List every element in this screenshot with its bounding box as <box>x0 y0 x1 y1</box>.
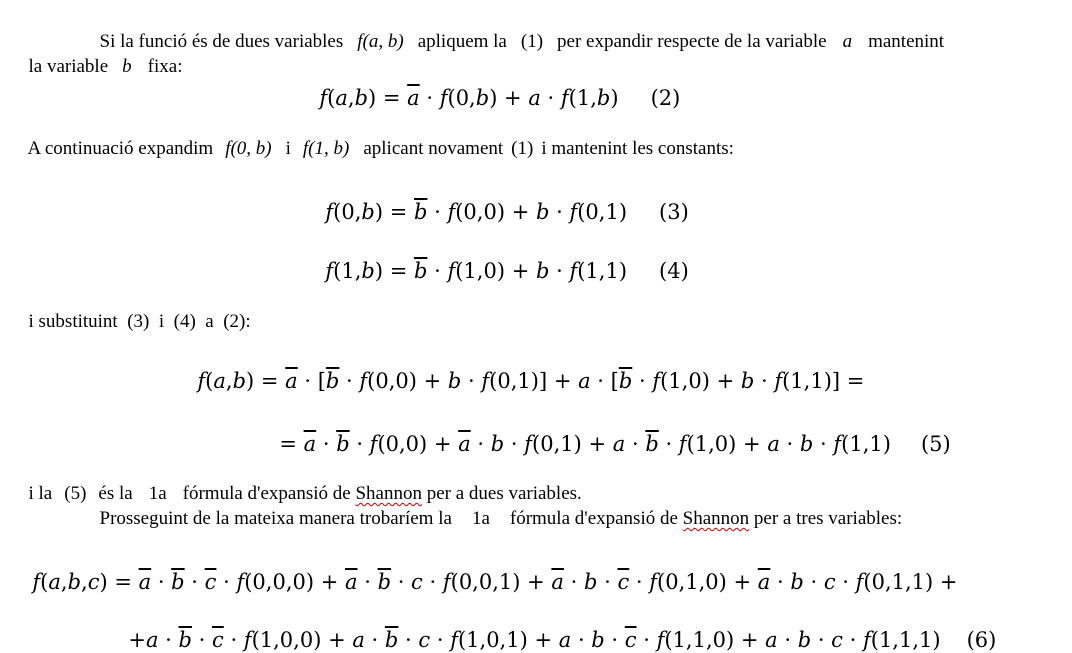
equation-3: $f(0,b) = \overline{b} \cdot f(0,0) + b \cdot f(0,1)$ (3) <box>325 200 689 224</box>
equation-number: (2) <box>650 86 681 110</box>
function-f1b: f(1, b) <box>302 138 350 159</box>
paragraph-expand <box>19 116 734 160</box>
shannon-word: Shannon <box>682 508 750 529</box>
ordinal-1a: 1a <box>471 508 490 529</box>
text-segment: és la <box>98 483 133 504</box>
text-segment: Si la funció és de dues variables <box>99 31 344 52</box>
equation-number: (3) <box>659 200 689 224</box>
text-segment: per a dues variables. <box>426 483 582 504</box>
text-segment: i substituint (3) i (4) a (2): <box>28 311 251 332</box>
text-segment: fórmula d'expansió de <box>182 483 351 504</box>
text-segment: apliquem la <box>417 31 507 52</box>
equation-2: $f(a,b) = \overline{a} \cdot f(0,b) + a \cdot f(1,b)$ (2) <box>319 86 681 110</box>
shannon-word: Shannon <box>355 483 422 504</box>
text-segment: fórmula d'expansió de <box>509 508 678 529</box>
text-segment: la variable <box>28 56 109 77</box>
equation-number: (5) <box>920 432 951 456</box>
text-segment: per a tres variables: <box>753 508 903 529</box>
ref-eq1: (1) <box>511 138 534 159</box>
text-segment: aplicant novament <box>363 138 504 159</box>
function-fab: f(a, b) <box>357 31 404 52</box>
text-segment: mantenint <box>868 31 945 52</box>
paragraph-intro-line1 <box>90 9 944 53</box>
ordinal-1a: 1a <box>148 483 167 504</box>
paragraph-shannon-3var <box>90 486 902 530</box>
ref-eq5: (5) <box>64 483 87 504</box>
equation-5-line2: = $\overline{a} \cdot \overline{b} \cdot f(0,0) + \overline{a} \cdot b \cdot f(0,1) + a \cdot \overline{b} \cdot f(1,0) + a \cdot b \cdot f(1,1)$ (5) <box>279 432 951 456</box>
ref-eq1: (1) <box>520 31 544 52</box>
text-segment: fixa: <box>147 56 183 77</box>
text-segment: i mantenint les constants: <box>541 138 734 159</box>
text-segment: A continuació expandim <box>27 138 214 159</box>
text-segment: i la <box>28 483 53 504</box>
equation-number: (4) <box>659 259 689 283</box>
equation-6-line1: $f(a,b,c) = \overline{a} \cdot \overline{b} \cdot \overline{c} \cdot f(0,0,0) + \overline{a} \cdot \overline{b} \cdot c \cdot f(0,0,1) + \overline{a} \cdot b \cdot \overline{c} \cdot f(0,1,0) + \overline{a} \cdot b \cdot c \cdot f(0,1,1)$ + <box>32 570 958 594</box>
text-segment: i <box>285 138 291 159</box>
equation-5-line1: $f(a,b) = \overline{a} \cdot [\overline{b} \cdot f(0,0) + b \cdot f(0,1)] + a \cdot [\overline{b} \cdot f(1,0) + b \cdot f(1,1)]$ = <box>197 369 865 393</box>
paragraph-intro-line2 <box>19 34 182 78</box>
equation-number: (6) <box>966 628 997 652</box>
paragraph-substitute <box>19 289 251 333</box>
text-segment: per expandir respecte de la variable <box>557 31 827 52</box>
function-f0b: f(0, b) <box>225 138 272 159</box>
variable-b: b <box>122 56 132 77</box>
variable-a: a <box>842 31 853 52</box>
text-segment: Prosseguint de la mateixa manera trobaríem la <box>99 508 452 529</box>
equation-4: $f(1,b) = \overline{b} \cdot f(1,0) + b \cdot f(1,1)$ (4) <box>325 259 689 283</box>
equation-6-line2: $+a \cdot \overline{b} \cdot \overline{c} \cdot f(1,0,0) + a \cdot \overline{b} \cdot c \cdot f(1,0,1) + a \cdot b \cdot \overline{c} \cdot f(1,1,0) + a \cdot b \cdot c \cdot f(1,1,1)$ (6) <box>128 628 997 652</box>
